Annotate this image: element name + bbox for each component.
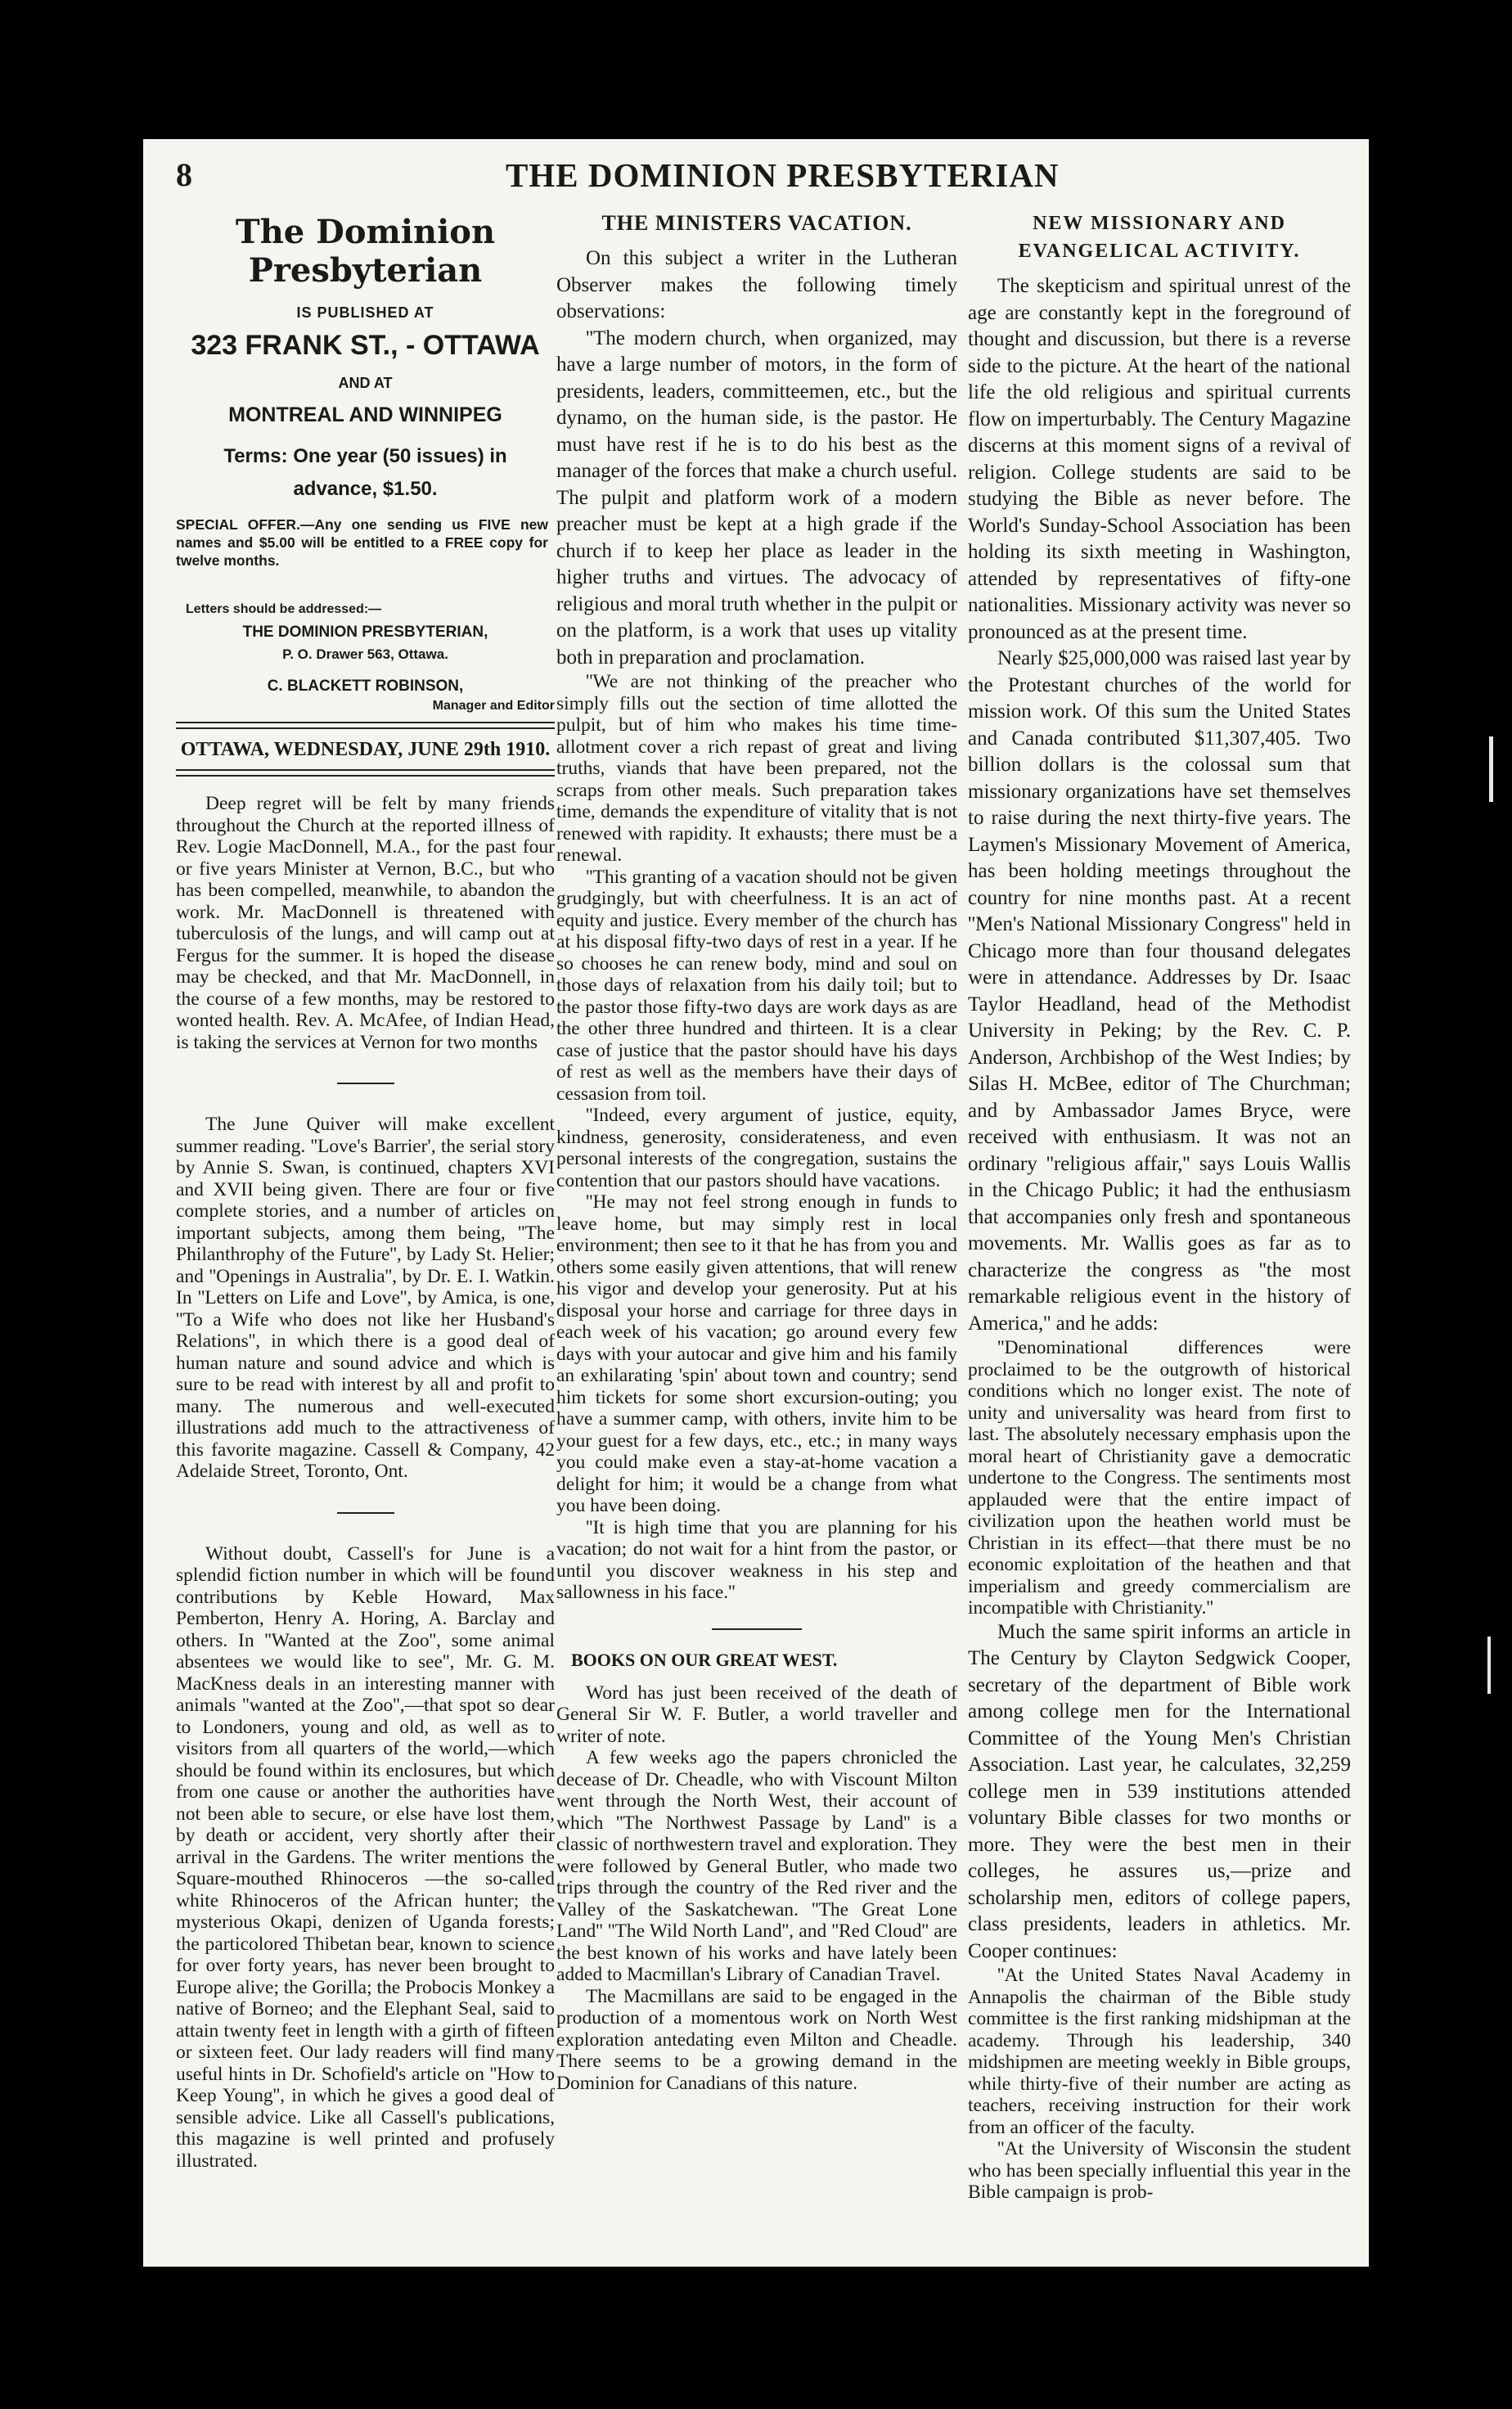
column-2 (556, 203, 957, 2094)
page-number: 8 (176, 156, 192, 193)
article-paragraph: On this subject a writer in the Lutheran Observer makes the following timely observations: (556, 247, 957, 322)
article-paragraph: ''We are not thinking of the preacher who simply fills out the section of time allotted the pulpit, but of him who makes his time time-allotment cover a rich repast of great and living truths, viands that have been prepared, not the scraps from other meals. Such preparation takes time, demands the expenditure of vitality that is not renewed with rapidity. It exhausts; there must be a renewal. (556, 671, 957, 866)
terms-line-1: Terms: One year (50 issues) in (223, 445, 507, 467)
article-paragraph: ''Denominational differences were proclaimed to be the outgrowth of historical conditions which no longer exist. The note of unity and universality was heard from first to last. The absolutely necessary emphasis upon the moral heart of Christianity gave a democratic undertone to the Congress. The sentiments most applauded were that the entire impact of civilization upon the heathen world must be Christian in its effect—that there must be no economic exploitation of the heathen and that imperialism and greedy commercialism are incompatible with Christianity.'' (968, 1337, 1351, 1619)
masthead: THE DOMINION PRESBYTERIAN (506, 156, 1060, 194)
article-heading: THE MINISTERS VACATION. (601, 211, 912, 235)
rule (176, 769, 555, 777)
letters-box: P. O. Drawer 563, Ottawa. (282, 646, 448, 662)
separator (337, 1083, 394, 1084)
address: 323 FRANK ST., - OTTAWA (191, 330, 540, 361)
article-paragraph: Nearly $25,000,000 was raised last year by the Protestant churches of the world for mission work. Of this sum the United States and Canada contributed $11,307,405. Two billion dollars is the colossal sum that missionary organizations have set themselves to raise during the next thirty-five years. The Laymen's Missionary Movement of America, has been holding meetings throughout the country for nine months past. At a recent ''Men's National Missionary Congress'' held in Chicago more than four thousand delegates were in attendance. Addresses by Dr. Isaac Taylor Headland, head of the Methodist University in Peking; by the Rev. C. P. Anderson, Archbishop of the West Indies; by Silas H. McBee, editor of The Churchman; and by Ambassador James Bryce, were received with enthusiasm. It was not an ordinary ''religious affair,'' says Louis Wallis in the Chicago Public; it had the enthusiasm that accompanies only fresh and spontaneous movements. Mr. Wallis goes as far as to characterize the congress as ''the most remarkable religious event in the history of America,'' and he adds: (968, 647, 1351, 1335)
article-paragraph: The Macmillans are said to be engaged in the production of a momentous work on North West exploration antedating even Milton and Cheadle. There seems to be a growing demand in the Dominion for Canadians of this nature. (556, 1985, 957, 2094)
article-paragraph: ''He may not feel strong enough in funds to leave home, but may simply rest in local environment; then see to it that he has from you and others some easily given attentions, that will renew his vigor and develop your generosity. Put at his disposal your horse and carriage for three days in each week of his vacation; go around every few days with your autocar and give him and his family an exhilarating 'spin' about town and country; send him tickets for some short excursion-outing; you have a summer camp, with others, invite him to be your guest for a few days, etc., etc.; in many ways you could make even a stay-at-home vacation a delight for him; it would be a change from what you have been doing. (556, 1191, 957, 1516)
article-paragraph: The skepticism and spiritual unrest of the age are constantly kept in the foreground of thought and discussion, but there is a reverse side to the picture. At the heart of the national life the old religious and spiritual currents flow on imperturbably. The Century Magazine discerns at this moment signs of a revival of religion. College students are said to be studying the Bible as never before. The World's Sunday-School Association has been holding its sixth meeting in Washington, attended by representatives of fifty-one nationalities. Missionary activity was never so pronounced as at the present time. (968, 275, 1351, 643)
terms-line-2: advance, $1.50. (293, 478, 438, 500)
publication-title: The Dominion Presbyterian (235, 213, 496, 290)
rule (176, 722, 555, 729)
article-paragraph: Without doubt, Cassell's for June is a splendid fiction number in which will be found contributions by Keble Howard, Max Pemberton, Henry A. Horing, A. Barclay and others. In ''Wanted at the Zoo'', some animal absentees we would like to see'', Mr. G. M. MacKness deals in an interesting manner with animals ''wanted at the Zoo'',—that spot so dear to Londoners, young and old, as well as to visitors from all quarters of the world,—which should be found within its enclosures, but which from one cause or another the authorities have not been able to secure, or else have lost them, by death or accident, very shortly after their arrival in the Gardens. The writer mentions the Square-mouthed Rhinoceros —the so-called white Rhinoceros of the African hunter; the mysterious Okapi, denizen of Uganda forests; the particolored Thibetan bear, known to science for over forty years, has never been brought to Europe alive; the Gorilla; the Probocis Monkey a native of Borneo; and the Elephant Seal, said to attain twenty feet in length with a girth of fifteen or sixteen feet. Our lady readers will find many useful hints in Dr. Schofield's article on ''How to Keep Young'', in which he gives a good deal of sensible advice. Like all Cassell's publications, this magazine is well printed and profusely illustrated. (176, 1542, 555, 2172)
article-paragraph: ''This granting of a vacation should not be given grudgingly, but with cheerfulness. It is an act of equity and justice. Every member of the church has at his disposal fifty-two days of rest in a year. If he so chooses he can renew body, mind and soul on those days of relaxation from his daily toil; but to the pastor those fifty-two days are work days as are the other three hundred and thirteen. It is a clear case of justice that the pastor should have his days of rest as well as the members have their days of cessasion from toil. (556, 866, 957, 1105)
article-heading: BOOKS ON OUR GREAT WEST. (571, 1649, 838, 1670)
article-paragraph: ''It is high time that you are planning for his vacation; do not wait for a hint from the pastor, or until you discover weakness in his step and sallowness in his face.'' (556, 1516, 957, 1603)
separator (337, 1512, 394, 1514)
column-3 (968, 203, 1351, 2204)
article-paragraph: ''The modern church, when organized, may have a large number of motors, in the form of presidents, leaders, committeemen, etc., but the dynamo, on the human side, is the pastor. He must have rest if he is to do his best as the manager of the forces that make a church useful. The pulpit and platform work of a modern preacher must be kept at a high grade if the church if to keep her place as leader in the higher truths and virtues. The advocacy of religious and moral truth whether in the pulpit or on the platform, is a work that uses up vitality both in preparation and proclamation. (556, 326, 957, 669)
article-paragraph: A few weeks ago the papers chronicled the decease of Dr. Cheadle, who with Viscount Milton went through the North West, their account of which ''The Northwest Passage by Land'' is a classic of northwestern travel and exploration. They were followed by General Butler, who made two trips through the country of the Red river and the Valley of the Saskatchewan. ''The Great Lone Land'' ''The Wild North Land'', and ''Red Cloud'' are the best known of his works and have lately been added to Macmillan's Library of Canadian Travel. (556, 1747, 957, 1985)
article-paragraph: Deep regret will be felt by many friends throughout the Church at the reported illness of Rev. Logie MacDonnell, M.A., for the past four or five years Minister at Vernon, B.C., but who has been compelled, meanwhile, to abandon the work. Mr. MacDonnell is threatened with tuberculosis of the lungs, and will camp out at Fergus for the summer. It is hoped the disease may be checked, and that Mr. MacDonnell, in the course of a few months, may be restored to wonted health. Rev. A. McAfee, of Indian Head, is taking the services at Vernon for two months (176, 793, 555, 1053)
and-at: AND AT (338, 375, 393, 391)
article-paragraph: ''At the University of Wisconsin the student who has been specially influential this year in the Bible campaign is prob- (968, 2138, 1351, 2203)
article-paragraph: ''Indeed, every argument of justice, equity, kindness, generosity, considerateness, and even personal interests of the congregation, sustains the contention that our pastors should have vacations. (556, 1105, 957, 1191)
article-paragraph: Much the same spirit informs an article in The Century by Clayton Sedgwick Cooper, secretary of the department of Bible work among college men for the International Committee of the Young Men's Christian Association. Last year, he calculates, 32,259 college men in 539 institutions attended voluntary Bible classes for two months or more. They were the best men in their colleges, he assures us,—prize and scholarship men, editors of college papers, class presidents, leaders in athletics. Mr. Cooper continues: (968, 1620, 1351, 1962)
editor-title: Manager and Editor (432, 699, 555, 713)
letters-label: Letters should be addressed:— (186, 602, 382, 616)
dateline: OTTAWA, WEDNESDAY, JUNE 29th 1910. (180, 739, 551, 760)
published-at: IS PUBLISHED AT (296, 304, 434, 321)
column-1 (176, 203, 555, 2172)
newspaper-page (143, 139, 1369, 2267)
separator (712, 1628, 802, 1630)
cities: MONTREAL AND WINNIPEG (228, 403, 502, 426)
article-paragraph: ''At the United States Naval Academy in Annapolis the chairman of the Bible study committee is the first ranking midshipman at the academy. Through his leadership, 340 midshipmen are meeting weekly in Bible groups, while thirty-five of their number are acting as teachers, receiving instruction for their work from an officer of the faculty. (968, 1965, 1351, 2138)
article-heading: NEW MISSIONARY AND EVANGELICAL ACTIVITY. (1018, 213, 1301, 262)
letters-name: THE DOMINION PRESBYTERIAN, (242, 624, 488, 641)
article-paragraph: Word has just been received of the death of General Sir W. F. Butler, a world traveller and writer of note. (556, 1682, 957, 1747)
film-mark (1489, 736, 1493, 802)
editor-name: C. BLACKETT ROBINSON, (267, 678, 464, 695)
article-paragraph: The June Quiver will make excellent summer reading. ''Love's Barrier', the serial story by Annie S. Swan, is continued, chapters XVI and XVII being given. There are four or five complete stories, and a number of articles on important subjects, among them being, ''The Philanthrophy of the Future'', by Lady St. Helier; and ''Openings in Australia'', by Dr. E. I. Watkin. In ''Letters on Life and Love'', by Amica, is one, ''To a Wife who does not like her Husband's Relations'', in which there is a good deal of human nature and sound advice and which is sure to be read with interest by all and profit to many. The numerous and well-executed illustrations add much to the attractiveness of this favorite magazine. Cassell & Company, 42 Adelaide Street, Toronto, Ont. (176, 1114, 555, 1482)
film-mark (1487, 1637, 1491, 1694)
special-offer: SPECIAL OFFER.—Any one sending us FIVE new names and $5.00 will be entitled to a FREE copy for twelve months. (176, 516, 548, 569)
